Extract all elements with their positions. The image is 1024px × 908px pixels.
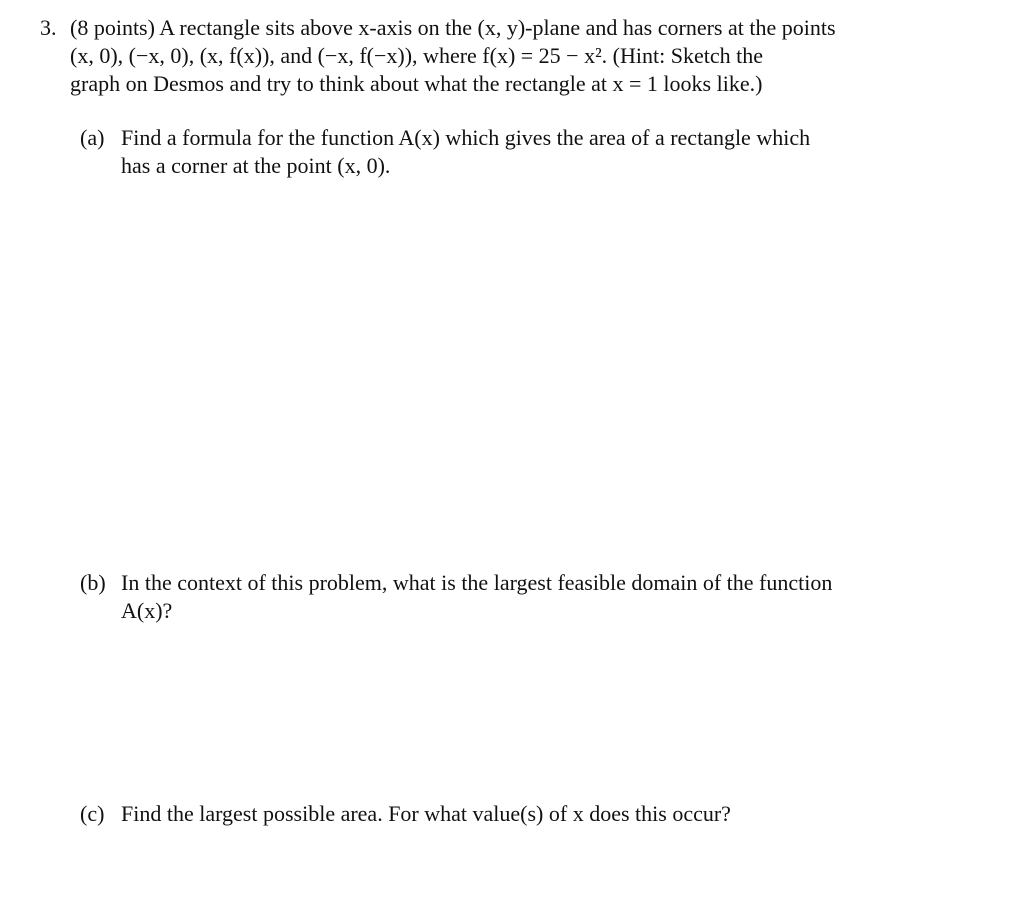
part-a-line: has a corner at the point (x, 0). — [121, 153, 391, 178]
part-c-question — [121, 800, 930, 828]
part-a-question — [121, 124, 930, 180]
part-b-line: In the context of this problem, what is the largest feasible domain of the function — [121, 570, 833, 595]
part-c — [80, 800, 930, 828]
part-c-label: (c) — [80, 801, 105, 826]
part-a — [80, 124, 930, 180]
problem-statement — [70, 14, 940, 98]
problem-3 — [40, 14, 940, 98]
part-b-line: A(x)? — [121, 598, 173, 623]
part-b-label: (b) — [80, 570, 106, 595]
part-c-line: Find the largest possible area. For what value(s) of x does this occur? — [121, 801, 731, 826]
problem-statement-line: (8 points) A rectangle sits above x-axis on the (x, y)-plane and has corners at the points — [70, 15, 836, 40]
problem-statement-line: (x, 0), (−x, 0), (x, f(x)), and (−x, f(−x)), where f(x) = 25 − x². (Hint: Sketch the — [70, 43, 763, 68]
part-a-label: (a) — [80, 125, 105, 150]
problem-statement-line: graph on Desmos and try to think about what the rectangle at x = 1 looks like.) — [70, 71, 763, 96]
part-b — [80, 569, 930, 625]
part-a-line: Find a formula for the function A(x) which gives the area of a rectangle which — [121, 125, 811, 150]
part-b-question — [121, 569, 930, 625]
problem-number: 3. — [40, 15, 57, 40]
